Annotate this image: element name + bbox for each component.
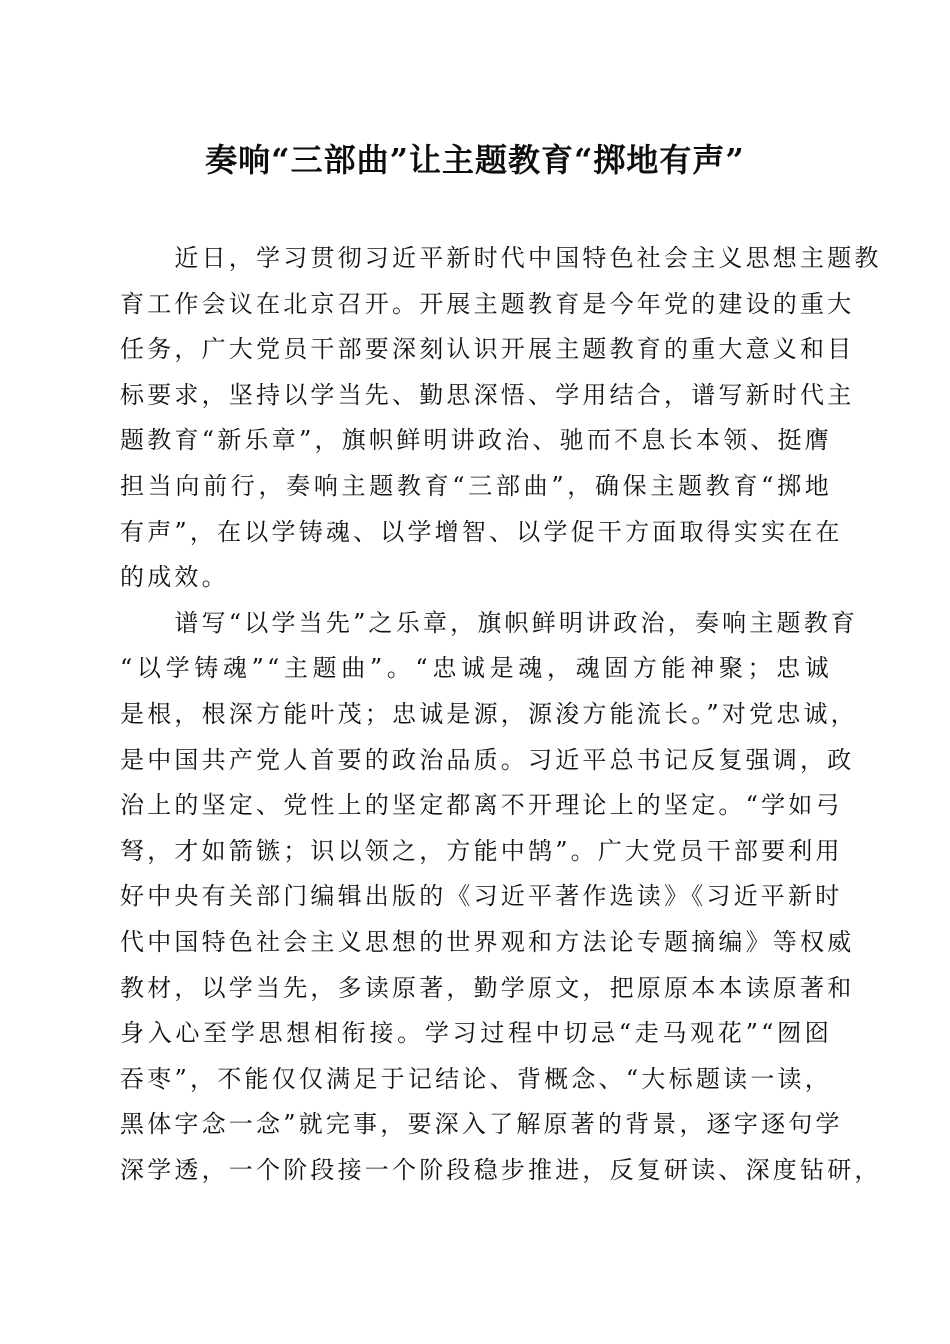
paragraph-2-line: 深学透，一个阶段接一个阶段稳步推进，反复研读、深度钻研， — [120, 1155, 882, 1184]
paragraph-1-line: 题教育“新乐章”，旗帜鲜明讲政治、驰而不息长本领、挺膺 — [120, 426, 832, 455]
paragraph-2-line: 治上的坚定、党性上的坚定都离不开理论上的坚定。“学如弓 — [120, 791, 843, 820]
paragraph-2-line: 代中国特色社会主义思想的世界观和方法论专题摘编》等权威 — [120, 927, 855, 956]
paragraph-2-line: 身入心至学思想相衔接。学习过程中切忌“走马观花”“囫囵 — [120, 1019, 832, 1048]
paragraph-1-line: 标要求，坚持以学当先、勤思深悟、学用结合，谱写新时代主 — [120, 380, 855, 409]
paragraph-1-line: 担当向前行，奏响主题教育“三部曲”，确保主题教育“掷地 — [120, 471, 832, 500]
paragraph-2-line: 教材，以学当先，多读原著，勤学原文，把原原本本读原著和 — [120, 973, 855, 1002]
paragraph-2-line: 好中央有关部门编辑出版的《习近平著作选读》《习近平新时 — [120, 882, 843, 911]
paragraph-2-line: 是中国共产党人首要的政治品质。习近平总书记反复强调，政 — [120, 745, 855, 774]
paragraph-2-line: 吞枣”，不能仅仅满足于记结论、背概念、“大标题读一读， — [120, 1064, 832, 1093]
document-title: 奏响“三部曲”让主题教育“掷地有声” — [205, 141, 745, 179]
paragraph-1-line: 有声”，在以学铸魂、以学增智、以学促干方面取得实实在在 — [120, 517, 843, 546]
paragraph-2-line: 是根，根深方能叶茂；忠诚是源，源浚方能流长。”对党忠诚， — [120, 699, 858, 728]
paragraph-2-line: “以学铸魂”“主题曲”。“忠诚是魂，魂固方能神聚；忠诚 — [120, 654, 832, 683]
paragraph-2-line: 弩，才如箭镞；识以领之，方能中鹄”。广大党员干部要利用 — [120, 836, 843, 865]
paragraph-1-line: 的成效。 — [120, 563, 229, 592]
paragraph-2-line: 黑体字念一念”就完事，要深入了解原著的背景，逐字逐句学 — [120, 1110, 843, 1139]
paragraph-1-line: 近日，学习贯彻习近平新时代中国特色社会主义思想主题教 — [120, 244, 882, 272]
paragraph-2-line: 谱写“以学当先”之乐章，旗帜鲜明讲政治，奏响主题教育 — [120, 608, 859, 637]
document-body — [120, 236, 882, 1193]
paragraph-1-line: 育工作会议在北京召开。开展主题教育是今年党的建设的重大 — [120, 289, 855, 318]
paragraph-1-line: 任务，广大党员干部要深刻认识开展主题教育的重大意义和目 — [120, 335, 855, 364]
